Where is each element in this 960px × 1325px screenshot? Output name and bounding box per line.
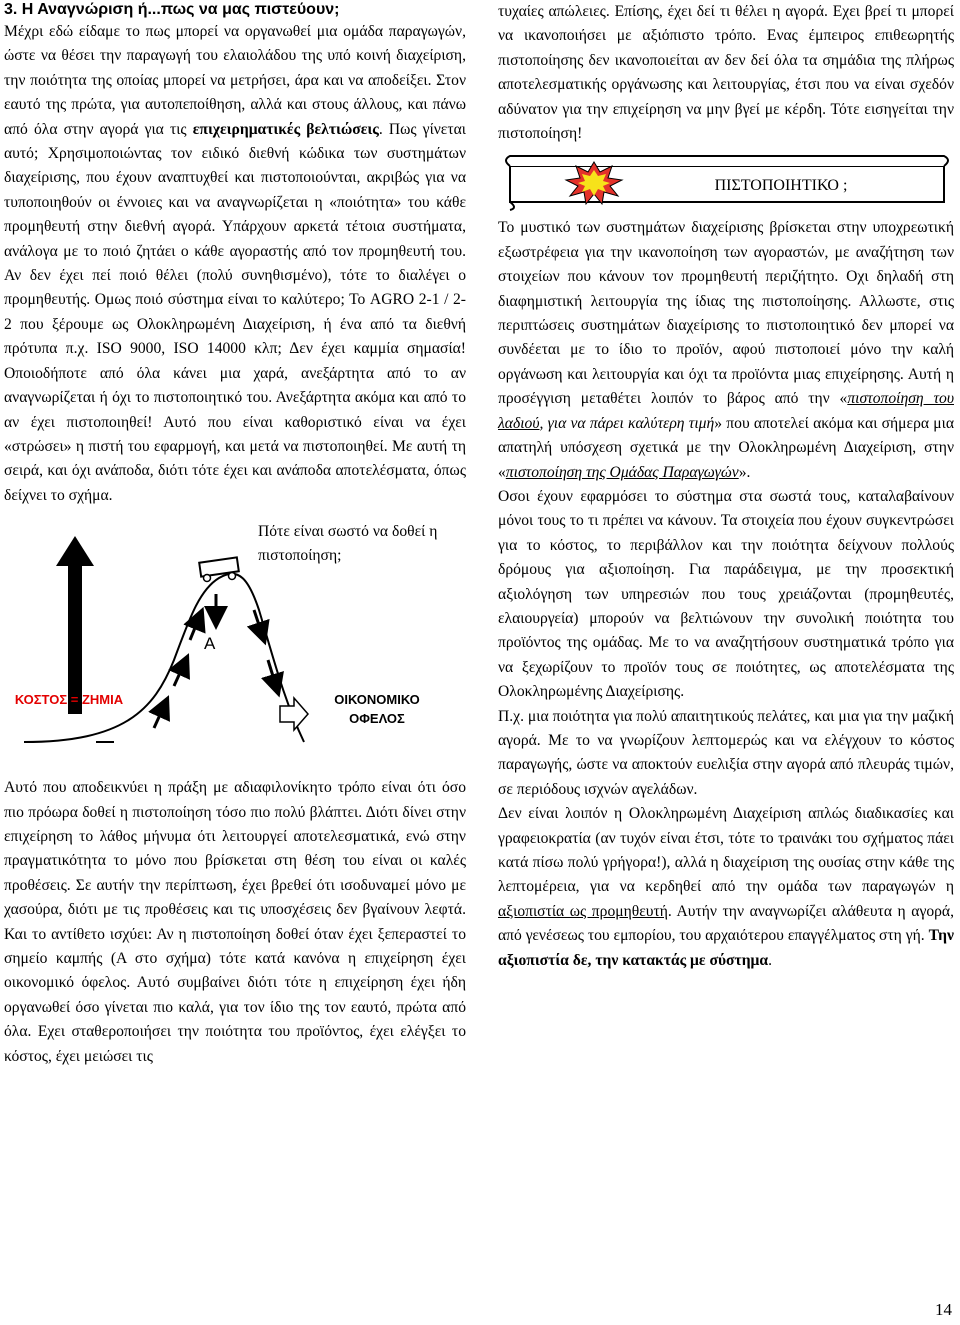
arrow-up-icon — [190, 618, 199, 640]
right-paragraph-5: Δεν είναι λοιπόν η Ολοκληρωμένη Διαχείριση απλώς διαδικασίες και γραφειοκρατία (αν τυχόν είναι έτσι, τότε το τραινάκι του σχήματος πάει κατά πίσω πολύ γρήγορα!), αλλά η διαχείριση της ουσίας στην κάθε της λεπτομέρεια, για να κερδηθεί από την ομάδα των παραγωγών η αξιοπιστία ως προμηθευτή. Αυτήν την αναγνωρίζει αλάθευτα η αγορά, από γενέσεως του εμπορίου, του αρχαιότερου επαγγέλματος στη γή. Την αξιοπιστία δε, την κατακτάς με σύστημα. — [498, 805, 954, 969]
arrow-up-icon — [56, 536, 94, 714]
bold-phrase: επιχειρηματικές βελτιώσεις — [192, 120, 379, 138]
arrow-up-icon — [174, 664, 184, 686]
page-number: 14 — [935, 1300, 952, 1319]
underlined-phrase: πιστοποίηση της Ομάδας Παραγωγών — [505, 463, 739, 481]
right-paragraph-4: Π.χ. μια ποιότητα για πολύ απαιτητικούς πελάτες, και μια για την μαζική αγορά. Με το να γνωρίζουν λεπτομερώς και να ελέγχουν το κόστος παραγωγής, ώστε να αποκτούν ευελιξία στην αγορά από πλευράς τιμών, σε περιόδους ισχνών αγελάδων. — [498, 707, 954, 798]
right-paragraph-1: τυχαίες απώλειες. Επίσης, έχει δεί τι θέλει η αγορά. Εχει βρεί τι μπορεί να ικανοποιήσει με αξιόπιστο τρόπο. Ενας έμπειρος επιθεωρητής πιστοποίησης δεν ικανοποιείται αν δεν δεί όλα τα σημάδια της πλήρως αποτελεσματικής οργάνωσης και λειτουργίας, έτσι που να είναι σχεδόν αδύνατον για την επιχείρηση να μην βγεί με κέρδη. Τότε εισηγείται την πιστοποίηση! — [498, 3, 954, 143]
right-paragraph-2: Το μυστικό των συστημάτων διαχείρισης βρίσκεται στην υποχρεωτική εξωστρέφεια για την ικανοποίηση των αγοραστών, με αναζήτηση των στοιχείων που κάνουν τον προμηθευτή περιζήτητο. Οχι δηλαδή στη διαφημιστική λειτουργία της ίδιας της πιστοποίησης. Αλλωστε, στις περιπτώσεις συστημάτων διαχείρισης το πιστοποιητικό δεν μπορεί να συνδέεται με το ίδιο το προϊόν, αφού πιστοποιεί μόνο την καλή οργάνωση και λειτουργία και όχι τα προϊόντα μιας επιχείρησης. Αυτή η προσέγγιση μεταθέτει λοιπόν το βάρος από την «πιστοποίηση του λαδιού, για να πάρει καλύτερη τιμή» που αποτελεί ακόμα και σήμερα μια απατηλή υπόσχεση σχετικά με την Ολοκληρωμένη Διαχείριση, στην «πιστοποίηση της Ομάδας Παραγωγών». — [498, 219, 954, 481]
certificate-title: ΠΙΣΤΟΠΟΙΗΤΙΚΟ ; — [714, 177, 848, 195]
section-heading: 3. Η Αναγνώριση ή...πως να μας πιστεύουν; — [4, 1, 340, 18]
cost-label: ΚΟΣΤΟΣ = ΖΗΜΙΑ — [14, 692, 124, 708]
right-paragraph-3: Οσοι έχουν εφαρμόσει το σύστημα στα σωστά τους, καταλαβαίνουν μόνοι τους το τι πρέπει να κάνουν. Τα στοιχεία που έχουν συγκεντρώσει για το κόστος, το περιβάλλον και την ποιότητα δείχνουν πολλούς δρόμους για αξιοποίηση. Για παράδειγμα, με την προσεκτική αξιολόγηση των υπηρεσιών που τους χρειάζονται (προμηθευτές, ελαιουργεία) μπορούν να βελτιώνουν την συνολική ποιότητα του προϊόντος της ομάδας. Με το να αναζητήσουν συστηματικά τρόπο για να ξεχωρίζουν το προϊόν τους σε ποιότητες, ως αποτελέσματα της Ολοκληρωμένης Διαχείρισης. — [498, 487, 954, 701]
bold-conclusion: Την αξιοπιστία δε, την κατακτάς με σύστημα — [498, 927, 954, 969]
hollow-arrow-right-icon — [280, 698, 308, 730]
point-a-label: A — [204, 634, 216, 654]
benefit-label: ΟΙΚΟΝΟΜΙΚΟ ΟΦΕΛΟΣ — [334, 692, 420, 727]
right-column — [498, 0, 954, 973]
left-paragraph-2: Αυτό που αποδεικνύει η πράξη με αδιαφιλονίκητο τρόπο είναι ότι όσο πιο πρόωρα δοθεί η πιστοποίηση τόσο πιο πολύ βλάπτει. Διότι δίνει στην επιχείρηση το λάθος μήνυμα ότι λειτουργεί αποτελεσματικά, ενώ στην πραγματικότητα το μόνο που βρίσκεται στη θέση του είναι οι καλές προθέσεις. Σε αυτήν την περίπτωση, έχει βρεθεί ότι ισοδυναμεί μόνο με χασούρα, διότι με τις προθέσεις και τις υποσχέσεις δεν βγαίνουν λεφτά. Και το αντίθετο ισχύει: Αν η πιστοποίηση δοθεί όταν έχει ξεπεραστεί το σημείο καμπής (Α στο σχήμα) τότε κατά κανόνα η επιχείρηση έχει οικονομικό όφελος. Αυτό συμβαίνει διότι τότε η επιχείρηση έχει ήδη οργανωθεί όσο γίνεται πιο καλά, για τον ίδιο της τον εαυτό, πρώτα από όλα. Εχει σταθεροποιήσει την ποιότητα του προϊόντος, έχει ελέγξει το κόστος, έχει μειώσει τις — [4, 779, 466, 1065]
certification-curve-figure — [4, 510, 466, 772]
bump-curve — [24, 574, 304, 742]
left-paragraph-1: Μέχρι εδώ είδαμε το πως μπορεί να οργανωθεί μια ομάδα παραγωγών, ώστε να θέσει την παραγωγή του ελαιολάδου της υπό κοινή διαχείριση, την ποιότητα της οποίας μπορεί να μετρήσει, άρα και να αποδείξει. Στον εαυτό της πρώτα, για αυτοπεποίθηση, αλλά και στους άλλους, και πάνω από όλα στην αγορά για τις επιχειρηματικές βελτιώσεις. Πως γίνεται αυτό; Χρησιμοποιώντας τον ειδικό διεθνή κώδικα των συστημάτων διαχείρισης, που έχουν αναπτυχθεί και πιστοποιούνται, ακριβώς για να τυποποιηθούν οι έννοιες και να αναγνωρίζεται η «ποιότητα» του κάθε προμηθευτή στην διεθνή αγορά. Υπάρχουν αρκετά τέτοια συστήματα, ανάλογα με το ποιό ζητάει ο κάθε αγοραστής από τον προμηθευτή του. Αν δεν έχει πεί ποιό θέλει (πολύ συνηθισμένο), τότε το διαλέγει ο προμηθευτής. Ομως ποιό σύστημα είναι το καλύτερο; Το AGRO 2-1 / 2-2 που ξέρουμε ως Ολοκληρωμένη Διαχείριση, ή ένα από τα διεθνή πρότυπα π.χ. ISO 9000, ISO 14000 κλπ; Δεν έχει καμμία σημασία! Οποιοδήποτε από όλα κάνει μια χαρά, ανεξάρτητα από το αν αναγνωρίζεται ή όχι το πιστοποιητικό του. Ανεξάρτητα ακόμα και από το αν έχει πιστοποιηθεί! Αυτό που είναι καθοριστικό είναι να έχει «στρώσει» η πιστή του εφαρμογή, και μετά να πιστοποιηθεί. Με αυτή τη σειρά, και όχι ανάποδα, διότι τότε έχει και ανάποδα αποτελέσματα, όπως δείχνει το σχήμα. — [4, 23, 466, 504]
certificate-banner — [498, 152, 954, 212]
figure-question: Πότε είναι σωστό να δοθεί η πιστοποίηση; — [258, 523, 438, 565]
arrow-up-icon — [154, 706, 164, 728]
left-column — [4, 0, 466, 1069]
underlined-phrase: αξιοπιστία ως προμηθευτή — [498, 902, 668, 920]
underlined-phrase: πιστοποίηση του λαδιού — [498, 390, 954, 432]
